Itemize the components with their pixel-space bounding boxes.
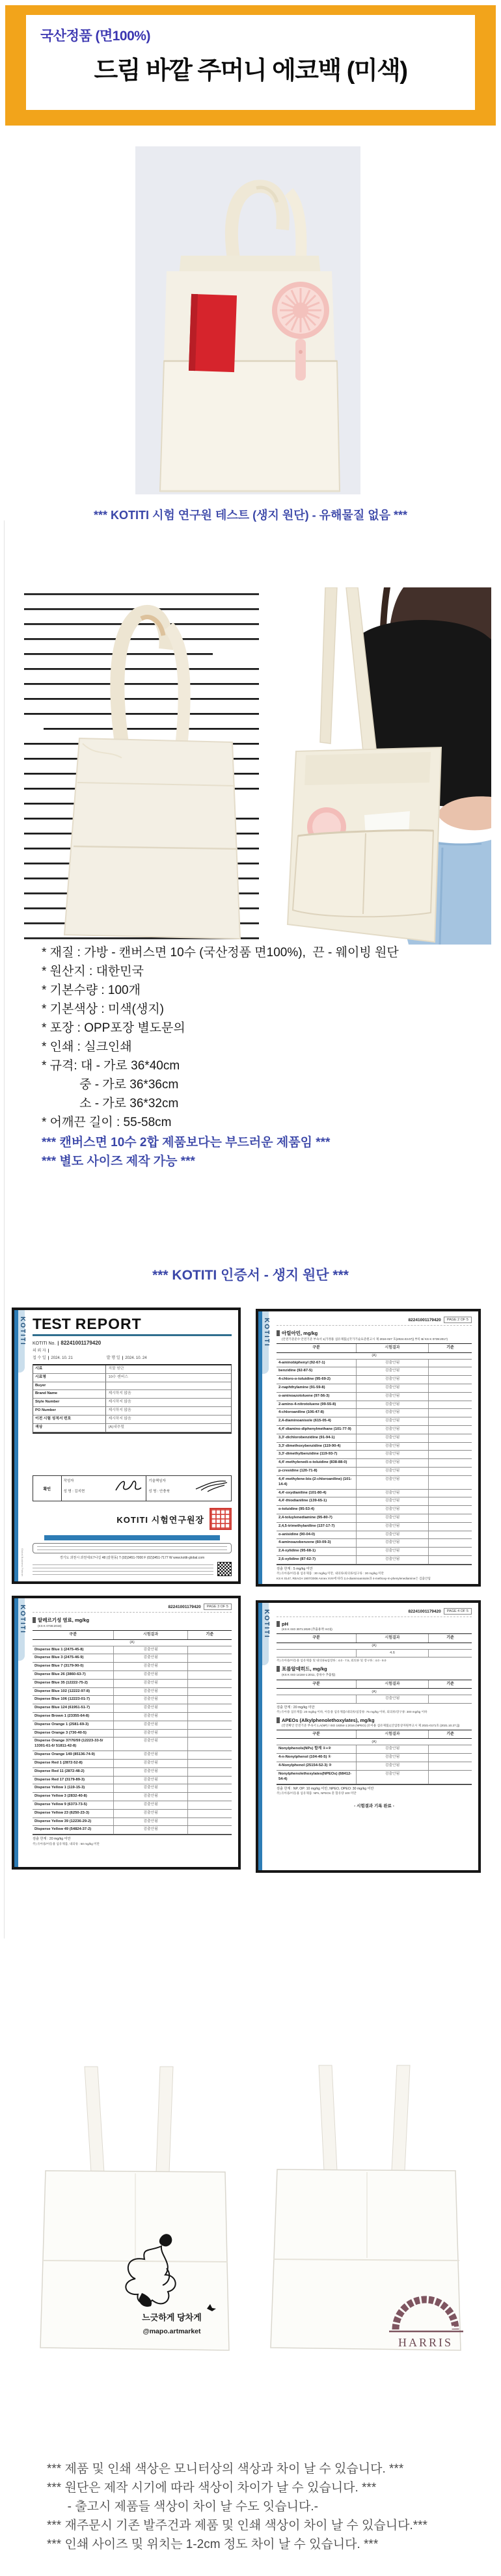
kotiti-vertical-logo: KOTITI [19, 1317, 26, 1346]
kotiti-sidebar: KOTITI [14, 1598, 27, 1867]
formaldehyde-section: 포름알데히드, mg/kg (KS K ISO 14184-1:2011, 증류수 추출법) 구분 시험결과 기준 (A) 검출안됨 검출 한계 : 20 mg/kg 미만 주) 유아용 섬유제품: 20 mg/kg 이하, 아동용 섬유제품/내의류/침장류: 75 mg/kg 이하, 외의류/장구류: 300 mg/kg 이하 [277, 1664, 472, 1714]
kotiti-test-note: *** KOTITI 시험 연구원 테스트 (생지 원단) - 유해물질 없음 *** [94, 509, 407, 522]
title-frame [5, 5, 496, 126]
chem-row: 2-amino-4-nitrotoluene (99-55-8) 검출안됨 [277, 1401, 472, 1410]
caution-line: *** 인쇄 사이즈 및 위치는 1-2cm 정도 차이 날 수 있습니다. *** [47, 2538, 379, 2551]
chem-row: Disperse Yellow 39 (12236-29-2) 검출안됨 [33, 1818, 232, 1827]
chem-row: Disperse Blue 102 (12222-97-8) 검출안됨 [33, 1688, 232, 1697]
page-label: PAGE 3 OF 5 [204, 1603, 232, 1610]
chem-row: Disperse Blue 7 (3179-90-0) 검출안됨 [33, 1663, 232, 1671]
bag-body [40, 2171, 229, 2350]
brand-name: HARRIS [398, 2336, 454, 2349]
spec-line: * 어깨끈 길이 : 55-58cm [42, 1116, 172, 1129]
chem-row: Disperse Red 17 (3179-89-3) 검출안됨 [33, 1777, 232, 1785]
page-label: PAGE 4 OF 5 [444, 1608, 472, 1615]
red-notebook [189, 294, 237, 372]
chem-row: Disperse Brown 1 (23355-64-8) 검출안됨 [33, 1713, 232, 1721]
cert-heading: *** KOTITI 인증서 - 생지 원단 *** [152, 1268, 349, 1283]
spec-list [42, 943, 399, 1132]
spec-line: * 원산지 : 대한민국 [42, 965, 144, 978]
chem-row: 3,3'-dimethylbenzidine (119-93-7) 검출안됨 [277, 1451, 472, 1459]
chem-row: 4,4'-methylenedi-o-toluidine (838-88-0) 검출안됨 [277, 1459, 472, 1468]
spec-line: 소 - 가로 36*32cm [42, 1097, 179, 1110]
page-label: PAGE 2 OF 5 [444, 1317, 472, 1323]
chem-row: Disperse Blue 35 (12222-75-2) 검출안됨 [33, 1680, 232, 1688]
caution-line: *** 원단은 제작 시기에 따라 색상이 차이가 날 수 있습니다. *** [47, 2481, 377, 2495]
chem-row: 4,4'-diamino-diphenylmethane (101-77-9) 검출안됨 [277, 1426, 472, 1434]
fine-print-lines [33, 1564, 213, 1576]
bag-body [64, 738, 240, 939]
kotiti-sidebar: KOTITI [258, 1311, 271, 1584]
test-report-page1: KOTITI Global Business Partner TEST REPORT KOTITI No. | 82241001179420 의 뢰 자 | 접 수 일 | 2024. 10. 21 발 행 일 | 2024. 10. 24 시료 직물 원단 시료명 10수 캔버스 Buyer Brand Name 제시하지 않음 Style Number 제시하지 않음 PO Number 제시하지 않음 이전 시험 성적서 번호 제시하지 않음 색상 (A)내추럴 확인 작성자 성 명 : 김지현 기술책임자 성 명 : 안충북 KOTITI 시험연구원장 경기도 과천시 과천대로7나길 48 (갈현동) T (02)3451-7000 F (02)3451-7177 W www.kotiti-global.com [12, 1308, 241, 1584]
ph-section: pH (KS K ISO 3071:2020 (추출용액: KCl)) 구분 시험결과 기준 (A) 4.6 주) 유아용/아동용 섬유제품 및 내의류&침장류 : 4.0 - 7.5, 외의류 및 장구류 : 4.0 - 9.0 [277, 1620, 472, 1663]
chem-row: 2-naphthylamine (91-59-8) 검출안됨 [277, 1384, 472, 1393]
director-title: KOTITI 시험연구원장 [116, 1514, 204, 1525]
caution-line: *** 재주문시 기존 발주건과 제품 및 인쇄 색상이 차이 날 수 있습니다.*** [47, 2519, 427, 2532]
chem-row: Disperse Yellow 3 (2832-40-8) 검출안됨 [33, 1793, 232, 1801]
spec-line: * 인쇄 : 실크인쇄 [42, 1040, 132, 1054]
caution-notes [47, 2460, 427, 2554]
info-row: 이전 시험 성적서 번호 제시하지 않음 [33, 1415, 231, 1424]
bag-body [271, 2169, 461, 2350]
chem-row: 3,3'-dichlorobenzidine (91-94-1) 검출안됨 [277, 1434, 472, 1443]
chem-row: 2,4-diaminoanisole (615-05-4) 검출안됨 [277, 1417, 472, 1426]
apeo-section: APEOs (Alkylphenolethoxylates), mg/kg (안전확인 안전기준 부속서 1,A(NP) / ISO 18254-1:2016 (NPEO) (유아용 섬유제품) [산업통상자원부고시 제 2021-0171호 (2021.10.27.)]) 구분 시험결과 기준 (A) Nonylphenols(NPs) 합계 ①+② 검출안됨 4-n-Nonylphenol (104-40-5) ① 검출안됨 4-Nonylphenol (25154-52-3) ② 검출안됨 Nonylphenolethoxylates(NPEOs) (68412-54-4) 검출안됨 검출 한계 : NP, OP: 10 mg/kg 미만, NPEO, OPEO: 30 mg/kg 미만 주) 유아용/아동용 섬유제품: NPs, NPEOs 총 함유량 100 미만 [277, 1716, 472, 1796]
info-row: Style Number 제시하지 않음 [33, 1399, 231, 1407]
chem-row: benzidine (92-87-5) 검출안됨 [277, 1367, 472, 1376]
chem-row: 4-aminoazobenzene (60-09-3) 검출안됨 [277, 1539, 472, 1548]
formaldehyde-result: 검출안됨 [357, 1695, 429, 1703]
chem-row: Disperse Red 11 (2872-48-2) 검출안됨 [33, 1768, 232, 1777]
notice-bar [44, 1535, 220, 1540]
kotiti-sidebar: KOTITI [258, 1603, 271, 1870]
chem-row: Nonylphenolethoxylates(NPEOs) (68412-54-4) 검출안됨 [277, 1771, 472, 1784]
apeo-table [277, 1745, 472, 1784]
chem-row: 4-n-Nonylphenol (104-40-5) ① 검출안됨 [277, 1754, 472, 1762]
qr-code [217, 1562, 232, 1576]
chem-row: Nonylphenols(NPs) 합계 ①+② 검출안됨 [277, 1745, 472, 1754]
section-title: 알레르기성 염료, mg/kg [38, 1617, 90, 1623]
writer-signature [113, 1477, 143, 1494]
chem-row: Disperse Yellow 1 (119-15-3) 검출안됨 [33, 1784, 232, 1793]
chem-row: Disperse Orange 149 (85136-74-9) 검출안됨 [33, 1751, 232, 1760]
test-report-page2: KOTITI 82241001179420 PAGE 2 OF 5 아릴아민, mg/kg (안전기준준수 안전기준 부속서 1(가정용 섬유제품) [국가기술표준원고시 제 2024-027 호(2024.03.07)] 부록 B/ KS K 0739:2017) 구분 시험결과 기준 (A) 4-aminobiphenyl (92-67-1) 검출안됨 benzidine (92-87-5) 검출안됨 4-chloro-o-toluidine (95-69-2) 검출안됨 2-naphthylamine (91-59-8) 검출안됨 o-aminoazotoluene (97-56-3) 검출안됨 2-amino-4-nitrotoluene (99-55-8) 검출안됨 4-chloroaniline (106-47-8) 검출안됨 2,4-diaminoanisole (615-05-4) 검출안됨 4,4'-diamino-diphenylmethane (101-77-9) 검출안됨 3,3'-dichlorobenzidine (91-94-1) 검출안됨 3,3'-dimethoxybenzidine (119-90-4) 검출안됨 3,3'-dimethylbenzidine (119-93-7) 검출안됨 4,4'-methylenedi-o-toluidine (838-88-0) 검출안됨 p-cresidine (120-71-8) 검출안됨 4,4'-methylene-bis-(2-chloroaniline) (101-14-4) 검출안됨 4,4'-oxydianiline (101-80-4) 검출안됨 4,4'-thiodianiline (139-65-1) 검출안됨 o-toluidine (95-53-4) 검출안됨 2,4-toluylenediamine (95-80-7) 검출안됨 2,4,5-trimethylaniline (137-17-7) 검출안됨 o-anisidine (90-04-0) 검출안됨 4-aminoazobenzene (60-09-3) 검출안됨 2,4-xylidine (95-68-1) 검출안됨 2,6-xylidine (87-62-7) 검출안됨 검출 한계 : 5 mg/kg 미만 주) 유아용/아동용 섬유제품 : 30 mg/kg 미만, 내의류/외의류/침구류 : 30 mg/kg 미만 KS K 0147, REACH 1907/2006 Annex XVII에 따라 2,4-diaminoanisole과 4-methoxy-m-phenylenediamine은 검출안됨 [256, 1309, 481, 1587]
chem-row: Disperse Blue 106 (12223-01-7) 검출안됨 [33, 1696, 232, 1704]
bag-on-stripes-photo [18, 587, 265, 945]
chem-row: Disperse Yellow 23 (6250-23-3) 검출안됨 [33, 1810, 232, 1818]
signature-table: 확인 작성자 성 명 : 김지현 기술책임자 성 명 : 안충북 [33, 1475, 232, 1501]
info-row: PO Number 제시하지 않음 [33, 1407, 231, 1415]
test-report-title: TEST REPORT [33, 1315, 232, 1336]
issued-date: 2024. 10. 24 [125, 1356, 147, 1360]
spec-note: *** 별도 사이즈 제작 가능 *** [42, 1155, 195, 1168]
chem-row: 4-chloro-o-toluidine (95-69-2) 검출안됨 [277, 1376, 472, 1384]
info-row: 색상 (A)내추럴 [33, 1424, 231, 1432]
spec-line: * 규격: 대 - 가로 36*40cm [42, 1059, 180, 1073]
chem-row: 4-Nonylphenol (25154-52-3) ② 검출안됨 [277, 1762, 472, 1771]
chem-row: 2,6-xylidine (87-62-7) 검출안됨 [277, 1556, 472, 1564]
page-border-line [4, 520, 5, 1939]
chem-row: 3,3'-dimethoxybenzidine (119-90-4) 검출안됨 [277, 1443, 472, 1451]
chem-row: o-toluidine (95-53-4) 검출안됨 [277, 1506, 472, 1514]
caution-line: *** 제품 및 인쇄 색상은 모니터상의 색상과 차이 날 수 있습니다. *** [47, 2462, 404, 2476]
chem-row: o-aminoazotoluene (97-56-3) 검출안됨 [277, 1393, 472, 1401]
tech-signature [195, 1477, 228, 1494]
chem-row: Disperse Orange 37/76/59 (12223-33-5/ 13301-61-6/ 51811-42-8) 검출안됨 [33, 1737, 232, 1751]
spec-note: *** 캔버스면 10수 2합 제품보다는 부드러운 제품임 *** [42, 1136, 331, 1149]
chem-row: 4,4'-methylene-bis-(2-chloroaniline) (101-14-4) 검출안됨 [277, 1476, 472, 1490]
chem-row: 4,4'-thiodianiline (139-65-1) 검출안됨 [277, 1497, 472, 1506]
tote-bag-photo [135, 146, 360, 494]
info-row: 시료 직물 원단 [33, 1365, 231, 1374]
model-photo [286, 587, 491, 945]
contact-box [33, 1543, 232, 1553]
section-title: 아릴아민, mg/kg [282, 1330, 318, 1336]
info-row: Buyer [33, 1382, 231, 1391]
product-photo-model [286, 587, 491, 945]
test-report-page4: KOTITI 82241001179420 PAGE 4 OF 5 pH (KS K ISO 3071:2020 (추출용액: KCl)) 구분 시험결과 기준 (A) 4.6 주) 유아용/아동용 섬유제품 및 내의류&침장류 : 4.0 - 7.5, 외의류 및 장구류 : 4.0 - 9.0 포름알데히드, mg/kg (KS K ISO 14184-1:2011, 증류수 추출법) 구분 시험결과 기준 (A) 검출안됨 검출 한계 : 20 mg/kg 미만 주) 유아용 섬유제품: 20 mg/kg 이하, 아동용 섬유제품/내의류/침장류: 75 mg/kg 이하, 외의류/장구류: 300 mg/kg 이하 APEOs (Alkylphenolethoxylates), mg/kg (안전확인 안전기준 부속서 1,A(NP) / ISO 18254-1:2016 (NPEO) (유아용 섬유제품) [산업통상자원부고시 제 2021-0171호 (2021.10.27.)]) 구분 시험결과 기준 (A) Nonylphenols(NPs) 합계 ①+② 검출안됨 4-n-Nonylphenol (104-40-5) ① 검출안됨 4-Nonylphenol (25154-52-3) ② 검출안됨 Nonylphenolethoxylates(NPEOs) (68412-54-4) 검출안됨 검출 한계 : NP, OP: 10 mg/kg 미만, NPEO, OPEO: 30 mg/kg 미만 주) 유아용/아동용 섬유제품: NPs, NPEOs 총 함유량 100 미만 - 시험결과 기록 완료 - [256, 1600, 481, 1873]
spec-line: * 포장 : OPP포장 별도문의 [42, 1021, 185, 1035]
disperse-dye-table [33, 1646, 232, 1836]
chem-row: Disperse Blue 124 (61951-51-7) 검출안됨 [33, 1704, 232, 1713]
chem-row: Disperse Orange 3 (730-40-5) 검출안됨 [33, 1730, 232, 1738]
official-seal-stamp [210, 1508, 232, 1530]
print-handle: @mapo.artmarket [142, 2328, 201, 2335]
spec-line: 중 - 가로 36*36cm [42, 1078, 179, 1092]
info-row: 시료명 10수 캔버스 [33, 1374, 231, 1382]
chem-row: Disperse Orange 1 (2581-69-3) 검출안됨 [33, 1721, 232, 1730]
chem-row: 2,4-toluylenediamine (95-80-7) 검출안됨 [277, 1514, 472, 1523]
arylamine-table [277, 1360, 472, 1565]
ph-result: 4.6 [357, 1650, 429, 1657]
chem-row: 2,4,5-trimethylaniline (137-17-7) 검출안됨 [277, 1523, 472, 1531]
chem-row: 4-aminobiphenyl (92-67-1) 검출안됨 [277, 1360, 472, 1368]
chem-row: o-anisidine (90-04-0) 검출안됨 [277, 1531, 472, 1540]
report-end-line: - 시험결과 기록 완료 - [354, 1803, 394, 1808]
spec-line: * 기본색상 : 미색(생지) [42, 1002, 164, 1016]
product-photo-striped [18, 587, 265, 945]
product-photo-main [135, 146, 360, 494]
product-title: 드림 바깥 주머니 에코백 (미색) [94, 57, 407, 85]
chem-row: Disperse Blue 1 (2475-45-8) 검출안됨 [33, 1646, 232, 1655]
kotiti-sidebar: KOTITI Global Business Partner [14, 1310, 27, 1581]
test-report-page3: KOTITI 82241001179420 PAGE 3 OF 5 알레르기성 염료, mg/kg (KS K 0736:2019) 구분 시험결과 기준 (A) Disperse Blue 1 (2475-45-8) 검출안됨 Disperse Blue 3 (2475-46-9) 검출안됨 Disperse Blue 7 (3179-90-0) 검출안됨 Disperse Blue 26 (3860-63-7) 검출안됨 Disperse Blue 35 (12222-75-2) 검출안됨 Disperse Blue 102 (12222-97-8) 검출안됨 Disperse Blue 106 (12223-01-7) 검출안됨 Disperse Blue 124 (61951-51-7) 검출안됨 Disperse Brown 1 (23355-64-8) 검출안됨 Disperse Orange 1 (2581-69-3) 검출안됨 Disperse Orange 3 (730-40-5) 검출안됨 Disperse Orange 37/76/59 (12223-33-5/ 13301-61-6/ 51811-42-8) 검출안됨 Disperse Orange 149 (85136-74-9) 검출안됨 Disperse Red 1 (2872-52-8) 검출안됨 Disperse Red 11 (2872-48-2) 검출안됨 Disperse Red 17 (3179-89-3) 검출안됨 Disperse Yellow 1 (119-15-3) 검출안됨 Disperse Yellow 3 (2832-40-8) 검출안됨 Disperse Yellow 9 (6373-73-5) 검출안됨 Disperse Yellow 23 (6250-23-3) 검출안됨 Disperse Yellow 39 (12236-29-2) 검출안됨 Disperse Yellow 49 (54824-37-2) 검출안됨 검출 한계 : 20 mg/kg 미만 주) 유아용/아동용 섬유제품, 내의류 : 50 mg/kg 미만 [12, 1596, 241, 1870]
printed-bag-left [33, 2039, 236, 2361]
report-number: 82241001179420 [61, 1340, 102, 1346]
spec-line: * 기본수량 : 100개 [42, 984, 141, 997]
printed-bag-right [262, 2039, 466, 2361]
chem-row: Disperse Yellow 9 (6373-73-5) 검출안됨 [33, 1801, 232, 1810]
info-row: Brand Name 제시하지 않음 [33, 1390, 231, 1399]
print-caption: 느긋하게 당차게 [142, 2313, 202, 2322]
spec-line: * 재질 : 가방 - 캔버스면 10수 (국산정품 면100%), 끈 - 웨이빙 원단 [42, 946, 399, 959]
chem-row: 2,4-xylidine (95-68-1) 검출안됨 [277, 1548, 472, 1556]
chem-row: Disperse Red 1 (2872-52-8) 검출안됨 [33, 1760, 232, 1768]
received-date: 2024. 10. 21 [51, 1356, 73, 1360]
caution-line: - 출고시 제품들 색상이 차이 날 수도 잇습니다.- [47, 2500, 318, 2514]
chem-row: Disperse Blue 3 (2475-46-9) 검출안됨 [33, 1654, 232, 1663]
chem-row: p-cresidine (120-71-8) 검출안됨 [277, 1468, 472, 1476]
sample-info-table [33, 1364, 232, 1434]
chem-row: 4,4'-oxydianiline (101-80-4) 검출안됨 [277, 1490, 472, 1498]
chem-row: 4-chloroaniline (106-47-8) 검출안됨 [277, 1409, 472, 1417]
lab-address: 경기도 과천시 과천대로7나길 48 (갈현동) T (02)3451-7000 F (02)3451-7177 W www.kotiti-global.com [59, 1556, 205, 1560]
chem-row: Disperse Blue 26 (3860-63-7) 검출안됨 [33, 1671, 232, 1680]
origin-badge: 국산정품 (면100%) [40, 29, 150, 44]
spec-blue-notes [42, 1133, 330, 1171]
chem-row: Disperse Yellow 49 (54824-37-2) 검출안됨 [33, 1826, 232, 1834]
title-frame-inner [26, 15, 475, 110]
